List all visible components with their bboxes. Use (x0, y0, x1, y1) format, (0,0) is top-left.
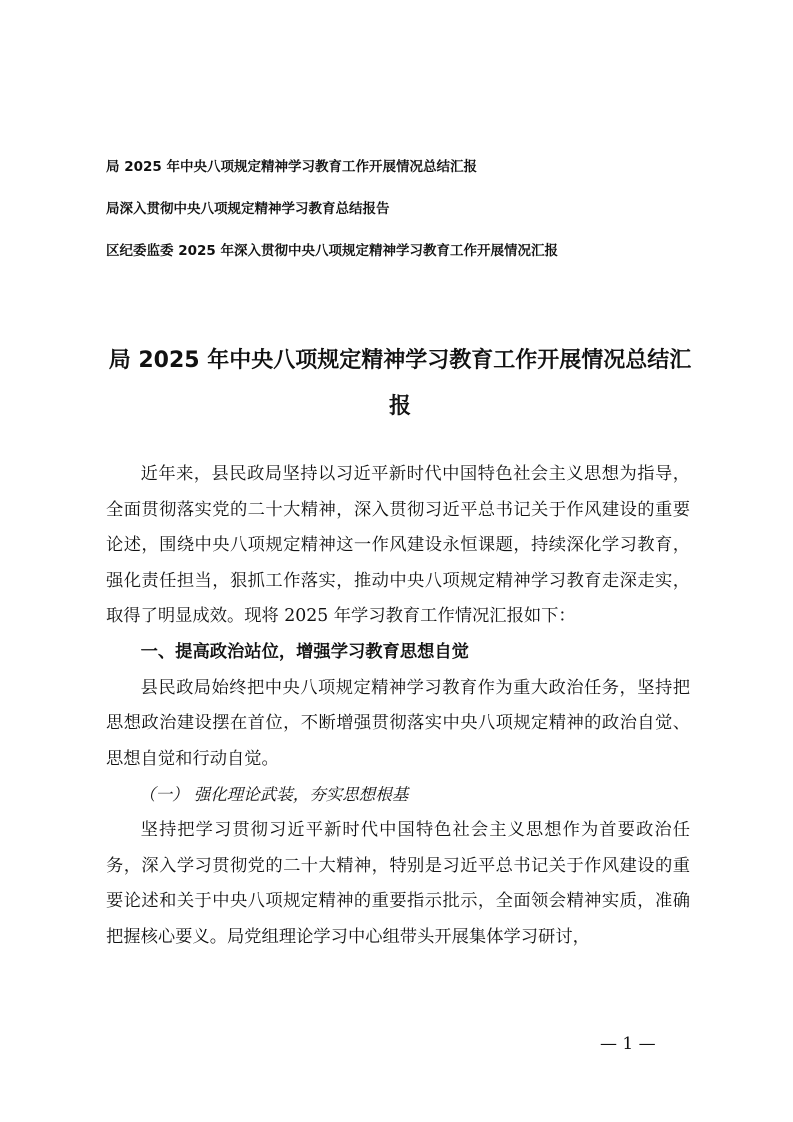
document-body (106, 457, 690, 955)
page-number: — 1 — (600, 1034, 656, 1054)
section-paragraph: 县民政局始终把中央八项规定精神学习教育作为重大政治任务，坚持把思想政治建设摆在首位，不断增强贯彻落实中央八项规定精神的政治自觉、思想自觉和行动自觉。 (106, 677, 690, 769)
subsection-paragraph: 坚持把学习贯彻习近平新时代中国特色社会主义思想作为首要政治任务，深入学习贯彻党的二十大精神，特别是习近平总书记关于作风建设的重要论述和关于中央八项规定精神的重要指示批示，全面领会精神实质，准确把握核心要义。局党组理论学习中心组带头开展集体学习研讨， (106, 819, 690, 947)
section-heading: 一、提高政治站位，增强学习教育思想自觉 (140, 641, 469, 662)
intro-paragraph: 近年来，县民政局坚持以习近平新时代中国特色社会主义思想为指导，全面贯彻落实党的二十大精神，深入贯彻习近平总书记关于作风建设的重要论述，围绕中央八项规定精神这一作风建设永恒课题，持续深化学习教育，强化责任担当，狠抓工作落实，推动中央八项规定精神学习教育走深走实，取得了明显成效。现将 2025 年学习教育工作情况汇报如下： (106, 464, 690, 627)
related-documents-list (106, 157, 706, 283)
related-document-link[interactable]: 局深入贯彻中央八项规定精神学习教育总结报告 (106, 201, 390, 217)
related-document-link[interactable]: 局 2025 年中央八项规定精神学习教育工作开展情况总结汇报 (106, 159, 477, 175)
document-title: 局 2025 年中央八项规定精神学习教育工作开展情况总结汇报 (108, 348, 692, 419)
subsection-heading: （一） 强化理论武装，夯实思想根基 (139, 785, 409, 805)
related-document-link[interactable]: 区纪委监委 2025 年深入贯彻中央八项规定精神学习教育工作开展情况汇报 (106, 243, 558, 259)
